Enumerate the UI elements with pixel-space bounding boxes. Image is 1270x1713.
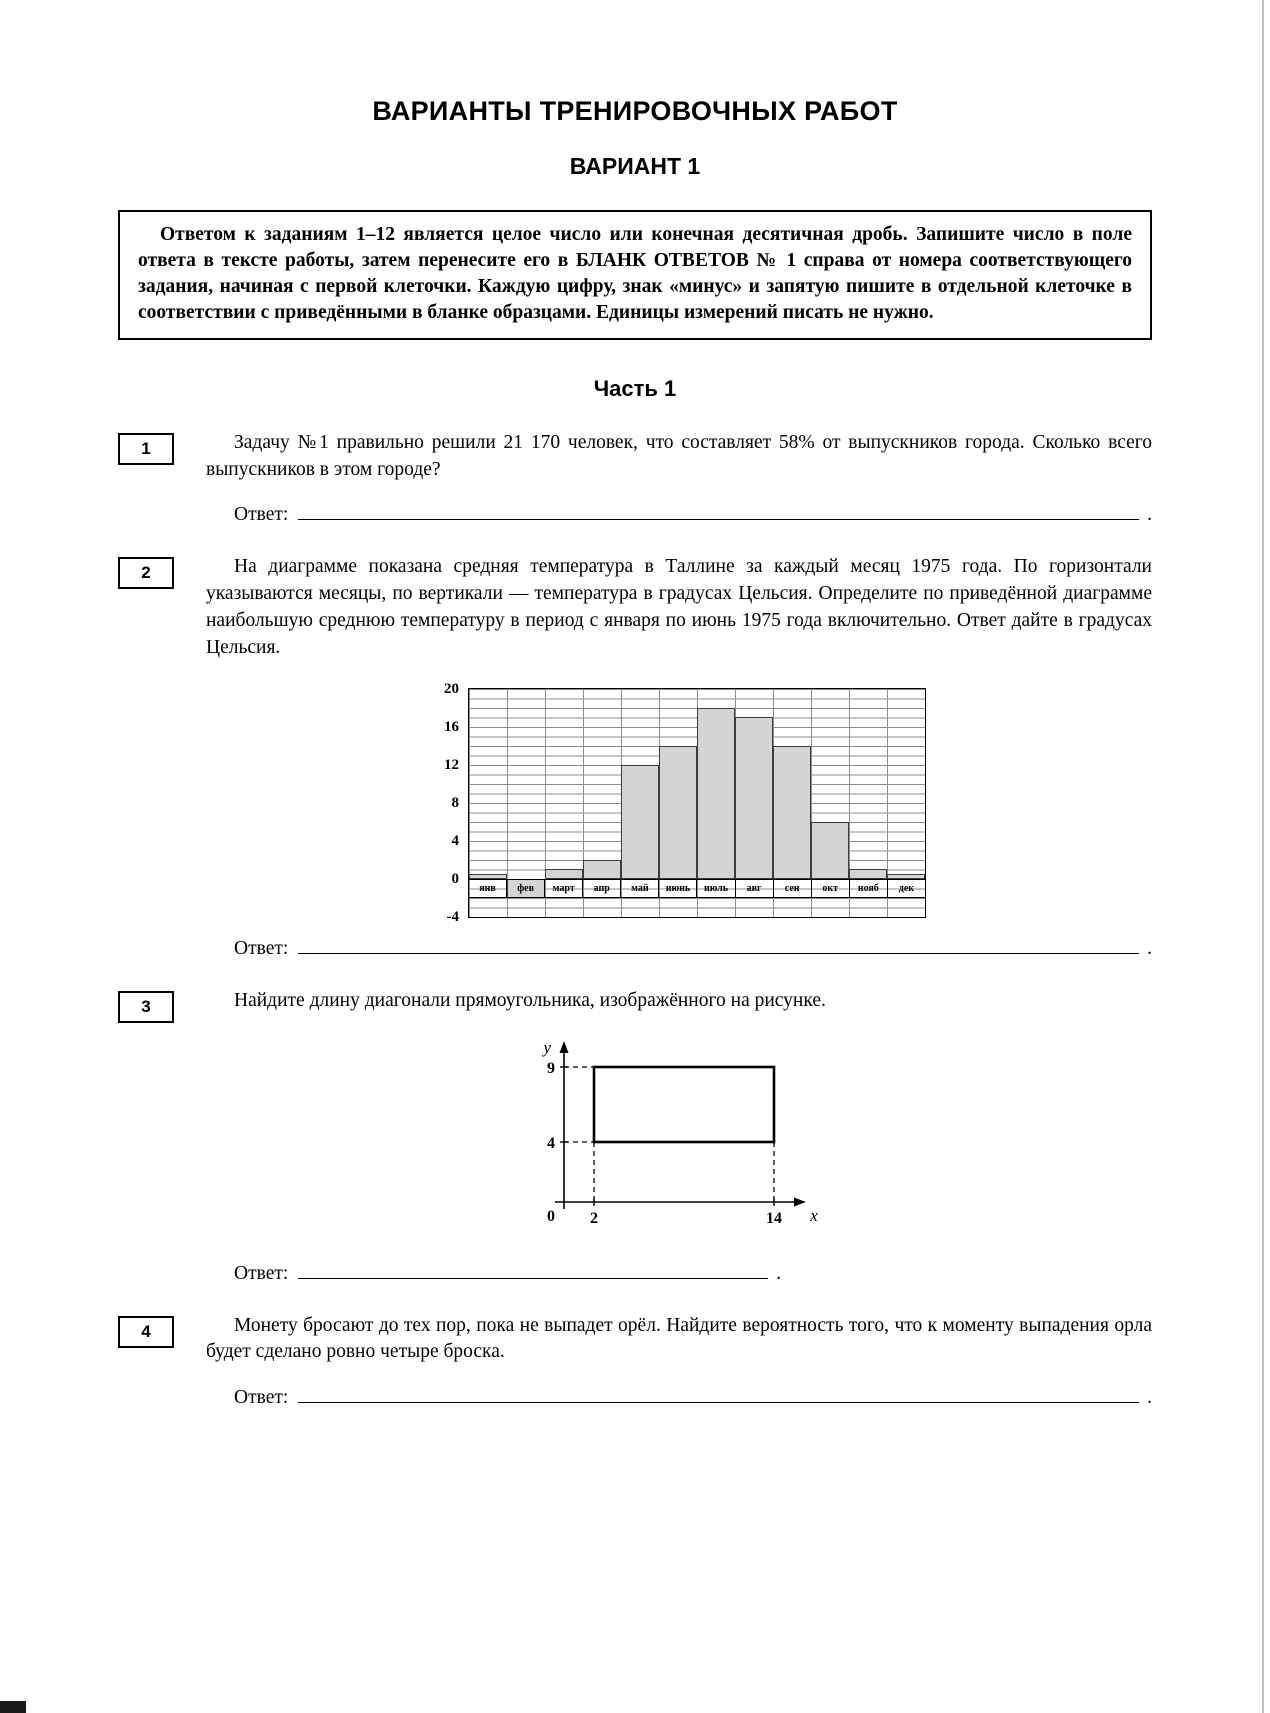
question-3-number: 3 bbox=[141, 997, 151, 1017]
month-label-окт: окт bbox=[812, 880, 850, 897]
question-3-answer-row bbox=[206, 1258, 1152, 1285]
bar-июнь bbox=[659, 746, 697, 879]
question-4-text: Монету бросают до тех пор, пока не выпадет орёл. Найдите вероятность того, что к моменту выпадения орла будет сделано ровно четыре броска. bbox=[206, 1314, 1152, 1363]
y-tick-label-0: 0 bbox=[451, 870, 459, 887]
question-4-body bbox=[206, 1313, 1152, 1409]
question-2-text: На диаграмме показана средняя температура в Таллине за каждый месяц 1975 года. По горизонтали указываются месяцы, по вертикали — температура в градусах Цельсия. Определите по приведённой диаграмме наибольшую среднюю температуру в период с января по июнь 1975 года включительно. Ответ дайте в градусах Цельсия. bbox=[206, 556, 1152, 658]
y-axis-labels bbox=[432, 680, 468, 925]
month-label-май: май bbox=[621, 880, 659, 897]
question-4 bbox=[118, 1313, 1152, 1409]
month-label-фев: фев bbox=[507, 880, 545, 897]
question-3-text: Найдите длину диагонали прямоугольника, изображённого на рисунке. bbox=[234, 990, 826, 1012]
question-3-body bbox=[206, 988, 1152, 1284]
origin-label: 0 bbox=[547, 1208, 555, 1226]
bar-май bbox=[621, 765, 659, 879]
question-2-number-box bbox=[118, 557, 174, 589]
rectangle-shape bbox=[594, 1067, 774, 1142]
answer-label: Ответ: bbox=[234, 938, 289, 960]
answer-blank-line bbox=[298, 934, 1139, 955]
question-4-answer-row bbox=[206, 1382, 1152, 1409]
month-label-март: март bbox=[545, 880, 583, 897]
month-label-июнь: июнь bbox=[659, 880, 697, 897]
question-1-number-box bbox=[118, 433, 174, 465]
bar-авг bbox=[735, 717, 773, 879]
tick-label-9: 9 bbox=[547, 1060, 555, 1078]
answer-blank-line bbox=[298, 500, 1139, 521]
x-axis-label: x bbox=[810, 1206, 818, 1226]
y-tick-label-8: 8 bbox=[451, 794, 459, 811]
answer-blank-line bbox=[298, 1258, 768, 1279]
tick-label-4: 4 bbox=[547, 1135, 555, 1153]
answer-period: . bbox=[776, 1262, 782, 1284]
rectangle-figure bbox=[206, 1037, 1152, 1242]
question-2-number: 2 bbox=[141, 563, 151, 582]
y-tick-label--4: -4 bbox=[446, 908, 459, 925]
tick-label-2: 2 bbox=[590, 1210, 598, 1228]
scan-corner-mark bbox=[0, 1701, 26, 1713]
scan-edge-line bbox=[1262, 0, 1264, 1713]
question-2-body bbox=[206, 554, 1152, 960]
y-tick-label-4: 4 bbox=[451, 832, 459, 849]
bar-нояб bbox=[849, 869, 887, 879]
temperature-chart-inner bbox=[432, 680, 926, 925]
month-label-авг: авг bbox=[736, 880, 774, 897]
answer-period: . bbox=[1147, 938, 1152, 960]
bar-март bbox=[545, 869, 583, 879]
question-3 bbox=[118, 988, 1152, 1284]
question-1-number: 1 bbox=[141, 438, 151, 458]
part-heading: Часть 1 bbox=[593, 375, 677, 401]
answer-period: . bbox=[1147, 504, 1152, 525]
answer-period: . bbox=[1147, 1386, 1152, 1408]
question-1-text: Задачу №1 правильно решили 21 170 человек, что составляет 58% от выпускников города. Сколько всего выпускников в этом городе? bbox=[206, 431, 1152, 480]
month-band bbox=[469, 879, 925, 898]
rectangle-figure-svg bbox=[524, 1037, 834, 1242]
temperature-chart bbox=[206, 680, 1152, 925]
y-tick-label-20: 20 bbox=[444, 680, 459, 697]
question-1 bbox=[118, 430, 1152, 526]
question-2 bbox=[118, 554, 1152, 960]
bar-окт bbox=[811, 822, 849, 879]
bar-июль bbox=[697, 708, 735, 879]
month-label-сен: сен bbox=[774, 880, 812, 897]
month-label-апр: апр bbox=[583, 880, 621, 897]
answer-label: Ответ: bbox=[234, 1262, 289, 1284]
bar-сен bbox=[773, 746, 811, 879]
y-tick-label-16: 16 bbox=[444, 718, 459, 735]
month-label-янв: янв bbox=[469, 880, 507, 897]
y-axis-arrow-icon bbox=[560, 1041, 569, 1053]
question-2-answer-row bbox=[206, 934, 1152, 961]
temperature-chart-plot bbox=[468, 688, 926, 918]
x-axis-arrow-icon bbox=[794, 1198, 806, 1207]
variant-heading: ВАРИАНТ 1 bbox=[569, 153, 701, 179]
question-4-number: 4 bbox=[141, 1321, 151, 1341]
month-label-июль: июль bbox=[697, 880, 735, 897]
answer-label: Ответ: bbox=[234, 504, 289, 525]
answer-label: Ответ: bbox=[234, 1386, 289, 1408]
question-1-answer-row bbox=[206, 500, 1152, 527]
month-label-дек: дек bbox=[898, 882, 915, 894]
tick-label-14: 14 bbox=[766, 1210, 782, 1228]
y-tick-label-12: 12 bbox=[444, 756, 459, 773]
question-4-number-box bbox=[118, 1316, 174, 1348]
instruction-box: Ответом к заданиям 1–12 является целое число или конечная десятичная дробь. Запишите число в поле ответа в тексте работы, затем перенесите его в БЛАНК ОТВЕТОВ № 1 справа от номера соответствующего задания, начиная с первой клеточки. Каждую цифру, знак «минус» и запятую пишите в отдельной клеточке в соответствии с приведёнными в бланке образцами. Единицы измерений писать не нужно. bbox=[118, 210, 1152, 340]
month-label-нояб: нояб bbox=[850, 880, 888, 897]
question-1-body bbox=[206, 430, 1152, 526]
page-title: ВАРИАНТЫ ТРЕНИРОВОЧНЫХ РАБОТ bbox=[372, 96, 898, 126]
y-axis-label: y bbox=[543, 1038, 551, 1058]
question-3-number-box bbox=[118, 991, 174, 1023]
answer-blank-line bbox=[298, 1382, 1139, 1403]
bar-апр bbox=[583, 860, 621, 879]
